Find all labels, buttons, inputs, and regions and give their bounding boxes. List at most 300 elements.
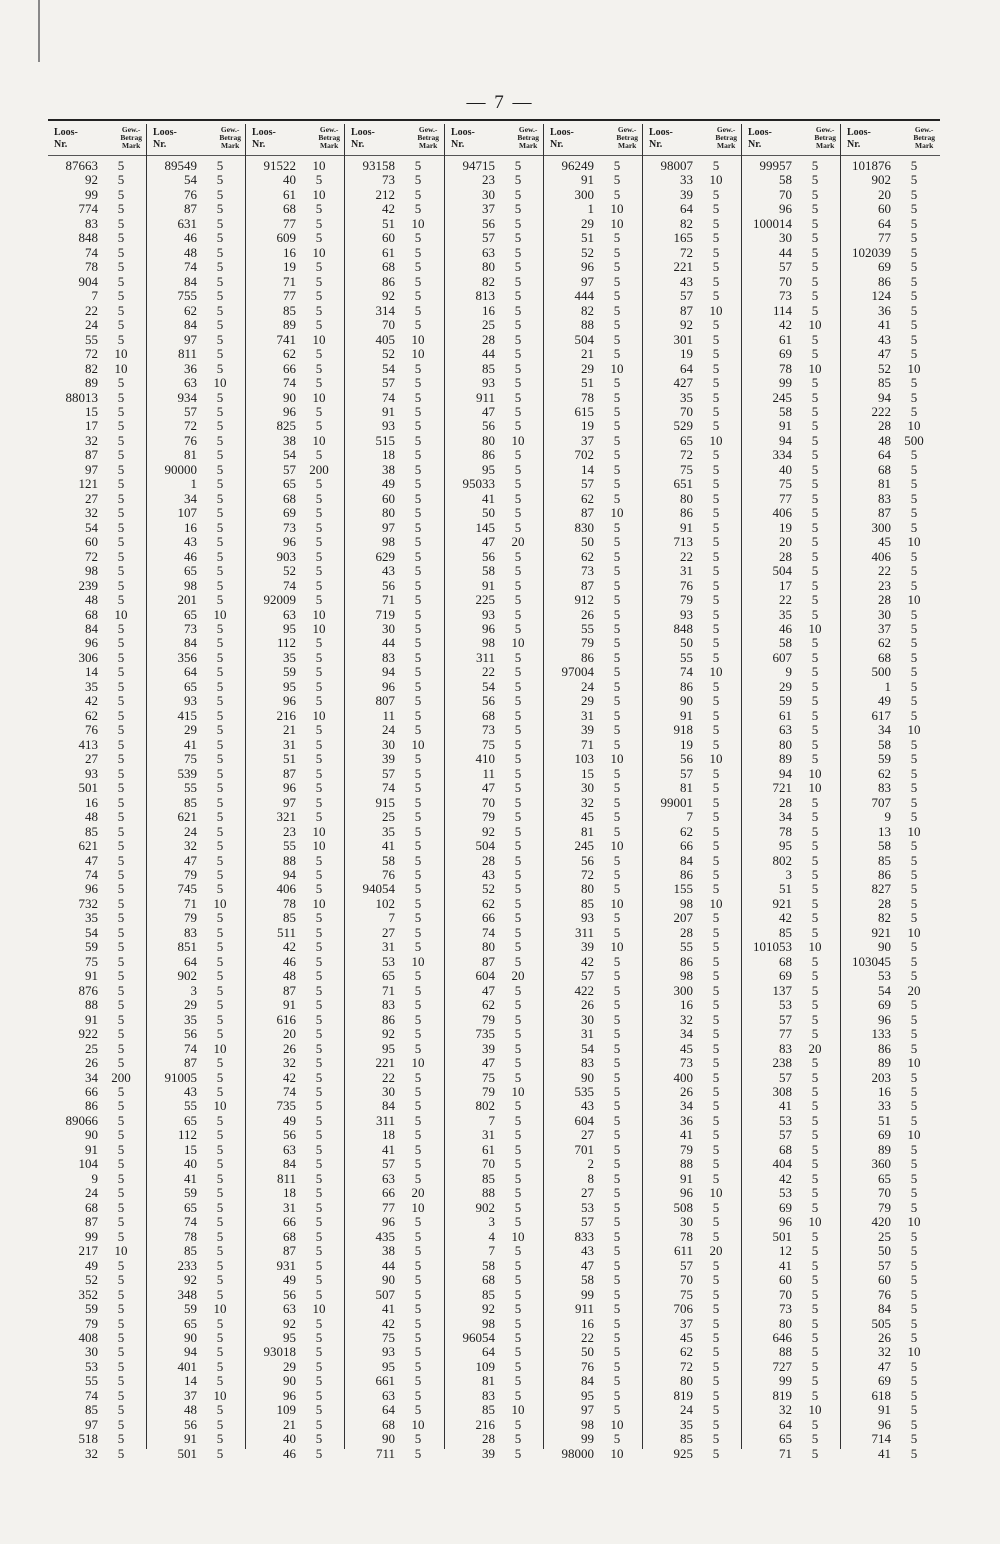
loos-nr: 245	[772, 389, 792, 405]
loos-nr: 96	[779, 1214, 792, 1230]
gew-betrag: 10	[808, 621, 822, 636]
gew-betrag: 5	[216, 635, 224, 651]
loos-nr: 75	[85, 953, 98, 969]
gew-betrag: 5	[117, 215, 125, 231]
gew-betrag: 5	[613, 852, 621, 868]
loos-nr: 32	[283, 1055, 296, 1071]
table-row	[345, 593, 443, 607]
gew-betrag: 5	[613, 1055, 621, 1071]
table-row	[544, 810, 642, 824]
table-row	[147, 173, 245, 187]
gew-betrag: 5	[117, 765, 125, 781]
gew-betrag: 5	[910, 1170, 918, 1186]
gew-betrag: 5	[613, 1243, 621, 1259]
loos-nr: 63	[779, 722, 792, 738]
gew-betrag: 5	[216, 968, 224, 984]
gew-betrag: 5	[811, 1127, 819, 1143]
table-row	[345, 1360, 443, 1374]
table-row	[246, 1432, 344, 1446]
loos-nr: 24	[85, 317, 98, 333]
loos-nr: 314	[375, 302, 395, 318]
header-betrag: Betrag	[417, 133, 439, 142]
gew-betrag: 5	[414, 259, 422, 275]
table-row	[246, 1157, 344, 1171]
table-row	[147, 854, 245, 868]
table-row	[345, 1157, 443, 1171]
loos-nr: 90	[85, 1127, 98, 1143]
loos-nr: 96054	[462, 1329, 495, 1345]
loos-nr: 56	[482, 693, 495, 709]
gew-betrag: 5	[216, 678, 224, 694]
gew-betrag: 5	[712, 563, 720, 579]
gew-betrag: 5	[216, 1228, 224, 1244]
loos-nr: 32	[85, 1445, 98, 1461]
loos-nr: 507	[375, 1286, 395, 1302]
loos-nr: 80	[482, 939, 495, 955]
table-row	[345, 781, 443, 795]
loos-nr: 87	[581, 505, 594, 521]
gew-betrag: 5	[514, 953, 522, 969]
gew-betrag: 5	[613, 1257, 621, 1273]
table-row	[246, 550, 344, 564]
loos-nr: 47	[184, 852, 197, 868]
gew-betrag: 5	[315, 780, 323, 796]
loos-nr: 58	[878, 838, 891, 854]
gew-betrag: 5	[514, 895, 522, 911]
loos-nr: 82	[482, 273, 495, 289]
loos-nr: 57	[680, 1257, 693, 1273]
table-row	[147, 217, 245, 231]
table-row	[147, 709, 245, 723]
loos-nr: 300	[871, 519, 891, 535]
gew-betrag: 5	[514, 1040, 522, 1056]
table-row	[246, 1099, 344, 1113]
table-row	[246, 289, 344, 303]
loos-nr: 75	[482, 1069, 495, 1085]
table-row	[246, 535, 344, 549]
gew-betrag: 5	[613, 1127, 621, 1143]
gew-betrag: 5	[315, 809, 323, 825]
table-row	[544, 940, 642, 954]
table-row	[841, 1317, 939, 1331]
gew-betrag: 5	[712, 722, 720, 738]
table-row	[345, 709, 443, 723]
table-row	[544, 723, 642, 737]
loos-nr: 9	[785, 664, 792, 680]
loos-nr: 53	[85, 1358, 98, 1374]
loos-nr: 64	[878, 447, 891, 463]
table-row	[643, 564, 741, 578]
gew-betrag: 5	[613, 577, 621, 593]
gew-betrag: 5	[910, 302, 918, 318]
table-row	[48, 1099, 146, 1113]
loos-nr: 39	[680, 186, 693, 202]
gew-betrag: 5	[811, 1141, 819, 1157]
gew-betrag: 5	[216, 751, 224, 767]
gew-betrag: 5	[712, 360, 720, 376]
loos-nr: 62	[85, 707, 98, 723]
loos-nr: 904	[78, 273, 98, 289]
table-row	[643, 231, 741, 245]
loos-nr: 93	[382, 1344, 395, 1360]
table-row	[841, 1403, 939, 1417]
loos-nr: 811	[276, 1170, 296, 1186]
gew-betrag: 10	[213, 895, 227, 911]
loos-nr: 47	[482, 982, 495, 998]
table-row	[841, 738, 939, 752]
gew-betrag: 5	[315, 1387, 323, 1403]
table-row	[345, 173, 443, 187]
loos-nr: 216	[475, 1416, 495, 1432]
gew-betrag: 5	[712, 505, 720, 521]
table-row	[48, 463, 146, 477]
loos-nr: 95	[283, 621, 296, 636]
table-row	[445, 665, 543, 679]
loos-nr: 52	[85, 1272, 98, 1288]
gew-betrag: 5	[613, 288, 621, 304]
table-row	[544, 651, 642, 665]
gew-betrag: 5	[712, 765, 720, 781]
table-row	[445, 463, 543, 477]
header-loos-nr	[847, 127, 871, 151]
table-row	[742, 593, 840, 607]
table-row	[544, 665, 642, 679]
loos-nr: 56	[283, 1286, 296, 1302]
gew-betrag: 10	[411, 953, 425, 969]
gew-betrag: 5	[216, 910, 224, 926]
gew-betrag: 5	[712, 968, 720, 984]
loos-nr: 83	[482, 1387, 495, 1403]
header-betrag: Betrag	[616, 133, 638, 142]
gew-betrag: 10	[610, 939, 624, 955]
loos-nr: 51	[779, 881, 792, 897]
gew-betrag: 5	[315, 649, 323, 665]
loos-nr: 11	[382, 707, 395, 723]
loos-nr: 504	[772, 563, 792, 579]
table-row	[147, 1201, 245, 1215]
loos-nr: 28	[482, 852, 495, 868]
gew-betrag: 5	[514, 1156, 522, 1172]
loos-nr: 63	[482, 244, 495, 260]
loos-nr: 88	[85, 997, 98, 1013]
table-row	[742, 1302, 840, 1316]
table-row	[147, 1157, 245, 1171]
table-row	[643, 839, 741, 853]
loos-nr: 38	[382, 461, 395, 477]
gew-betrag: 5	[712, 953, 720, 969]
table-row	[48, 665, 146, 679]
loos-nr: 74	[85, 1387, 98, 1403]
loos-nr: 48	[85, 809, 98, 825]
loos-nr: 615	[574, 403, 594, 419]
table-row	[147, 1389, 245, 1403]
gew-betrag: 5	[811, 375, 819, 391]
gew-betrag: 5	[414, 939, 422, 955]
gew-betrag: 5	[216, 447, 224, 463]
gew-betrag: 5	[613, 1098, 621, 1114]
table-row	[742, 796, 840, 810]
table-row	[742, 405, 840, 419]
table-row	[345, 955, 443, 969]
gew-betrag: 5	[216, 809, 224, 825]
loos-nr: 97004	[561, 664, 594, 680]
table-row	[246, 376, 344, 390]
table-row	[544, 1259, 642, 1273]
table-row	[345, 535, 443, 549]
gew-betrag: 5	[117, 1272, 125, 1288]
loos-nr: 57	[581, 476, 594, 492]
gew-betrag: 5	[216, 649, 224, 665]
loos-nr: 77	[779, 490, 792, 506]
loos-nr: 539	[177, 765, 197, 781]
table-row	[445, 1345, 543, 1359]
table-row	[445, 260, 543, 274]
loos-nr: 165	[673, 230, 693, 246]
loos-nr: 96	[85, 881, 98, 897]
loos-nr: 64	[184, 953, 197, 969]
header-mark: Mark	[220, 141, 240, 150]
table-row	[643, 521, 741, 535]
gew-betrag: 5	[117, 230, 125, 246]
gew-betrag: 5	[315, 794, 323, 810]
table-row	[742, 752, 840, 766]
gew-betrag: 5	[613, 1084, 621, 1099]
gew-betrag: 5	[712, 158, 720, 173]
table-row	[643, 1230, 741, 1244]
loos-nr: 90	[283, 1373, 296, 1389]
loos-nr: 56	[482, 548, 495, 564]
gew-betrag: 5	[811, 273, 819, 289]
gew-betrag: 5	[216, 317, 224, 333]
table-row	[544, 173, 642, 187]
gew-betrag: 500	[904, 432, 924, 448]
loos-nr: 23	[482, 172, 495, 188]
gew-betrag: 5	[514, 852, 522, 868]
table-row	[48, 897, 146, 911]
gew-betrag: 5	[414, 447, 422, 463]
table-row	[246, 521, 344, 535]
table-row	[445, 1244, 543, 1258]
loos-nr: 57	[680, 765, 693, 781]
table-row	[643, 202, 741, 216]
table-row	[246, 636, 344, 650]
loos-nr: 62	[581, 548, 594, 564]
loos-nr: 64	[779, 1416, 792, 1432]
gew-betrag: 5	[315, 1156, 323, 1172]
loos-nr: 54	[85, 924, 98, 940]
loos-nr: 31	[482, 1127, 495, 1143]
table-row	[48, 202, 146, 216]
table-row	[643, 854, 741, 868]
loos-nr: 74	[283, 577, 296, 593]
table-row	[48, 188, 146, 202]
gew-betrag: 5	[117, 1416, 125, 1432]
loos-nr: 40	[779, 461, 792, 477]
loos-nr: 53	[878, 968, 891, 984]
table-row	[345, 608, 443, 622]
gew-betrag: 5	[514, 1011, 522, 1027]
loos-nr: 31	[581, 707, 594, 723]
table-row	[643, 1360, 741, 1374]
gew-betrag: 5	[216, 1416, 224, 1432]
gew-betrag: 5	[117, 664, 125, 680]
table-row	[48, 506, 146, 520]
loos-nr: 911	[475, 389, 495, 405]
table-row	[544, 882, 642, 896]
loos-nr: 50	[581, 1344, 594, 1360]
table-row	[345, 1085, 443, 1099]
gew-betrag: 5	[811, 505, 819, 521]
loos-nr: 38	[283, 432, 296, 448]
gew-betrag: 5	[414, 1315, 422, 1331]
gew-betrag: 5	[910, 505, 918, 521]
table-row	[742, 506, 840, 520]
gew-betrag: 10	[808, 360, 822, 376]
table-row	[445, 1042, 543, 1056]
loos-nr: 96249	[561, 158, 594, 173]
gew-betrag: 5	[117, 172, 125, 188]
gew-betrag: 10	[411, 1055, 425, 1071]
gew-betrag: 5	[315, 418, 323, 434]
table-row	[48, 477, 146, 491]
gew-betrag: 5	[315, 678, 323, 694]
table-row	[147, 304, 245, 318]
table-row	[841, 868, 939, 882]
table-row	[841, 579, 939, 593]
gew-betrag: 5	[414, 1156, 422, 1172]
loos-nr: 43	[878, 331, 891, 347]
table-row	[445, 1157, 543, 1171]
loos-nr: 97	[85, 461, 98, 477]
gew-betrag: 5	[315, 1272, 323, 1288]
table-row	[445, 521, 543, 535]
loos-nr: 93158	[362, 158, 395, 173]
header-betrag: Betrag	[318, 133, 340, 142]
loos-nr: 47	[482, 534, 495, 550]
loos-nr: 34	[184, 490, 197, 506]
header-gew: Gew.-	[617, 125, 637, 134]
loos-nr: 57	[779, 1127, 792, 1143]
loos-nr: 99	[85, 186, 98, 202]
gew-betrag: 10	[114, 606, 128, 622]
gew-betrag: 5	[613, 910, 621, 926]
gew-betrag: 5	[414, 1228, 422, 1244]
table-row	[48, 955, 146, 969]
loos-nr: 903	[276, 548, 296, 564]
loos-nr: 41	[482, 490, 495, 506]
gew-betrag: 5	[117, 1402, 125, 1418]
loos-nr: 48	[85, 592, 98, 608]
loos-nr: 53	[779, 1185, 792, 1201]
loos-nr: 48	[878, 432, 891, 448]
gew-betrag: 5	[613, 1373, 621, 1389]
gew-betrag: 5	[216, 1402, 224, 1418]
gew-betrag: 5	[712, 1055, 720, 1071]
table-row	[48, 347, 146, 361]
table-row	[841, 1230, 939, 1244]
table-row	[345, 1071, 443, 1085]
gew-betrag: 5	[712, 592, 720, 608]
gew-betrag: 5	[117, 1286, 125, 1302]
loos-nr: 83	[382, 649, 395, 665]
table-row	[147, 723, 245, 737]
gew-betrag: 5	[910, 158, 918, 173]
gew-betrag: 5	[117, 519, 125, 535]
gew-betrag: 5	[514, 548, 522, 564]
table-row	[345, 362, 443, 376]
table-row	[643, 796, 741, 810]
loos-nr: 26	[581, 606, 594, 622]
loos-nr: 66	[283, 1214, 296, 1230]
table-column	[146, 124, 245, 1461]
header-betrag: Betrag	[120, 133, 142, 142]
gew-betrag: 5	[414, 968, 422, 984]
table-row	[544, 825, 642, 839]
table-row	[246, 564, 344, 578]
gew-betrag: 5	[712, 606, 720, 622]
table-row	[445, 506, 543, 520]
gew-betrag: 5	[414, 809, 422, 825]
header-gew-betrag	[219, 126, 241, 150]
gew-betrag: 5	[315, 490, 323, 506]
gew-betrag: 5	[910, 389, 918, 405]
table-row	[841, 550, 939, 564]
loos-nr: 212	[375, 186, 395, 202]
loos-nr: 58	[482, 563, 495, 579]
loos-nr: 62	[482, 997, 495, 1013]
loos-nr: 78	[85, 259, 98, 275]
loos-nr: 92	[482, 823, 495, 839]
loos-nr: 77	[779, 1026, 792, 1042]
table-row	[246, 579, 344, 593]
header-mark: Mark	[914, 141, 934, 150]
gew-betrag: 5	[414, 1272, 422, 1288]
gew-betrag: 5	[712, 1315, 720, 1331]
gew-betrag: 5	[712, 881, 720, 897]
gew-betrag: 5	[117, 1228, 125, 1244]
table-row	[48, 868, 146, 882]
table-row	[48, 231, 146, 245]
loos-nr: 31	[382, 939, 395, 955]
gew-betrag: 5	[712, 1272, 720, 1288]
gew-betrag: 5	[414, 1402, 422, 1418]
loos-nr: 96	[382, 678, 395, 694]
loos-nr: 611	[673, 1243, 693, 1259]
gew-betrag: 5	[910, 317, 918, 333]
loos-nr: 26	[581, 997, 594, 1013]
loos-nr: 216	[276, 707, 296, 723]
header-mark: Mark	[716, 141, 736, 150]
loos-nr: 33	[878, 1098, 891, 1114]
loos-nr: 400	[673, 1069, 693, 1085]
loos-nr: 221	[673, 259, 693, 275]
table-row	[345, 665, 443, 679]
table-row	[841, 318, 939, 332]
gew-betrag: 5	[117, 982, 125, 998]
loos-nr: 84	[184, 317, 197, 333]
table-row	[742, 738, 840, 752]
gew-betrag: 5	[216, 1127, 224, 1143]
table-row	[445, 1447, 543, 1461]
gew-betrag: 5	[910, 186, 918, 202]
table-row	[246, 752, 344, 766]
gew-betrag: 5	[514, 881, 522, 897]
table-row	[147, 1172, 245, 1186]
table-row	[147, 1114, 245, 1128]
table-row	[643, 579, 741, 593]
table-row	[841, 463, 939, 477]
gew-betrag: 5	[514, 997, 522, 1013]
